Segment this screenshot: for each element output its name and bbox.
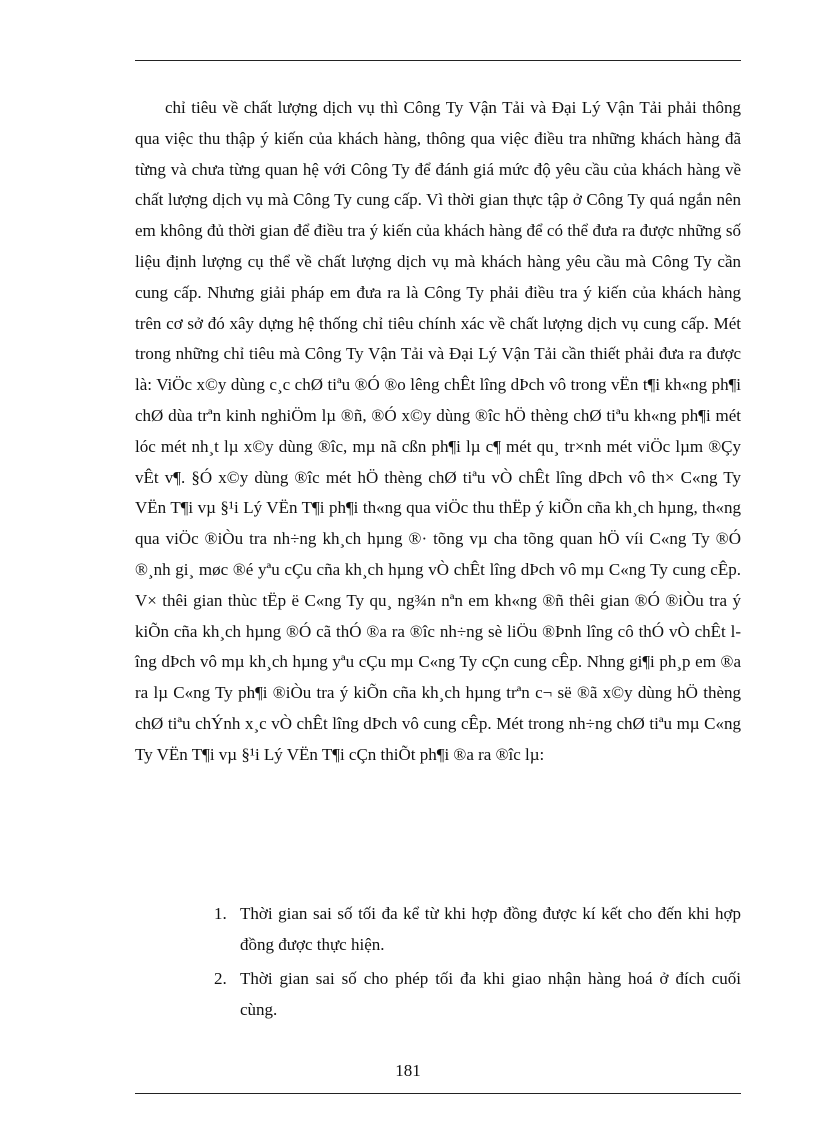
header-rule	[135, 60, 741, 61]
list-item	[214, 963, 741, 1025]
body-paragraph: chỉ tiêu về chất lượng dịch vụ thì Công Ty Vận Tải và Đại Lý Vận Tải phải thông qua việc thu thập ý kiến của khách hàng, thông qua việc điều tra những khách hàng đã từng và chưa từng quan hệ với Công Ty để đánh giá mức độ yêu cầu của khách hàng về chất lượng dịch vụ mà Công Ty cung cấp. Vì thời gian thực tập ở Công Ty quá ngắn nên em không đủ thời gian để điều tra ý kiến của khách hàng để có thể đưa ra được những số liệu định lượng cụ thể về chất lượng dịch vụ mà khách hàng yêu cầu mà Công Ty cần cung cấp. Nhưng giải pháp em đưa ra là Công Ty phải điều tra ý kiến của khách hàng trên cơ sở đó xây dựng hệ thống chỉ tiêu chính xác về chất lượng dịch vụ cung cấp. Mét trong những chỉ tiêu mà Công Ty Vận Tải và Đại Lý Vận Tải cần thiết phải đưa ra được là: ViÖc x©y dùng c¸c chØ tiªu ®Ó ®o lêng chÊt lîng dÞch vô trong vËn t¶i kh«ng ph¶i chØ dùa trªn kinh nghiÖm lµ ®ñ, ®Ó x©y dùng ®îc hÖ thèng chØ tiªu kh«ng ph¶i mét lóc mét nh¸t lµ x©y dùng ®îc, mµ nã cßn ph¶i lµ c¶ mét qu¸ tr×nh mét viÖc lµm ®Çy vÊt v¶. §Ó x©y dùng ®îc mét hÖ thèng chØ tiªu vÒ chÊt lîng dÞch vô th× C«ng Ty VËn T¶i vµ §¹i Lý VËn T¶i ph¶i th«ng qua viÖc thu thËp ý kiÕn cña kh¸ch hµng, th«ng qua viÖc ®iÒu tra nh÷ng kh¸ch hµng ®· tõng vµ cha tõng quan hÖ víi C«ng Ty ®Ó ®¸nh gi¸ møc ®é yªu cÇu cña kh¸ch hµng vÒ chÊt lîng dÞch vô mµ C«ng Ty cung cÊp. V× thêi gian thùc tËp ë C«ng Ty qu¸ ng¾n nªn em kh«ng ®ñ thêi gian ®Ó ®iÒu tra ý kiÕn cña kh¸ch hµng ®Ó cã thÓ ®a ra ®îc nh÷ng sè liÖu ®Þnh lîng cô thÓ vÒ chÊt lîng dÞch vô mµ kh¸ch hµng yªu cÇu mµ C«ng Ty cÇn cung cÊp. Nhng gi¶i ph¸p em ®a ra lµ C«ng Ty ph¶i ®iÒu tra ý kiÕn cña kh¸ch hµng trªn c¬ së ®ã x©y dùng hÖ thèng chØ tiªu chÝnh x¸c vÒ chÊt lîng dÞch vô cung cÊp. Mét trong nh÷ng chØ tiªu mµ C«ng Ty VËn T¶i vµ §¹i Lý VËn T¶i cÇn thiÕt ph¶i ®a ra ®îc lµ:	[135, 98, 741, 764]
numbered-list	[214, 898, 741, 1028]
list-item-number: 2.	[214, 969, 227, 988]
footer-rule	[135, 1093, 741, 1094]
list-item-text: Thời gian sai số cho phép tối đa khi giao nhận hàng hoá ở đích cuối cùng.	[240, 969, 741, 1019]
list-item	[214, 898, 741, 960]
list-item-text: Thời gian sai số tối đa kể từ khi hợp đồng được kí kết cho đến khi hợp đồng được thực hiện.	[240, 904, 741, 954]
list-item-number: 1.	[214, 904, 227, 923]
document-body	[135, 93, 741, 771]
page-number: 181	[395, 1061, 421, 1080]
